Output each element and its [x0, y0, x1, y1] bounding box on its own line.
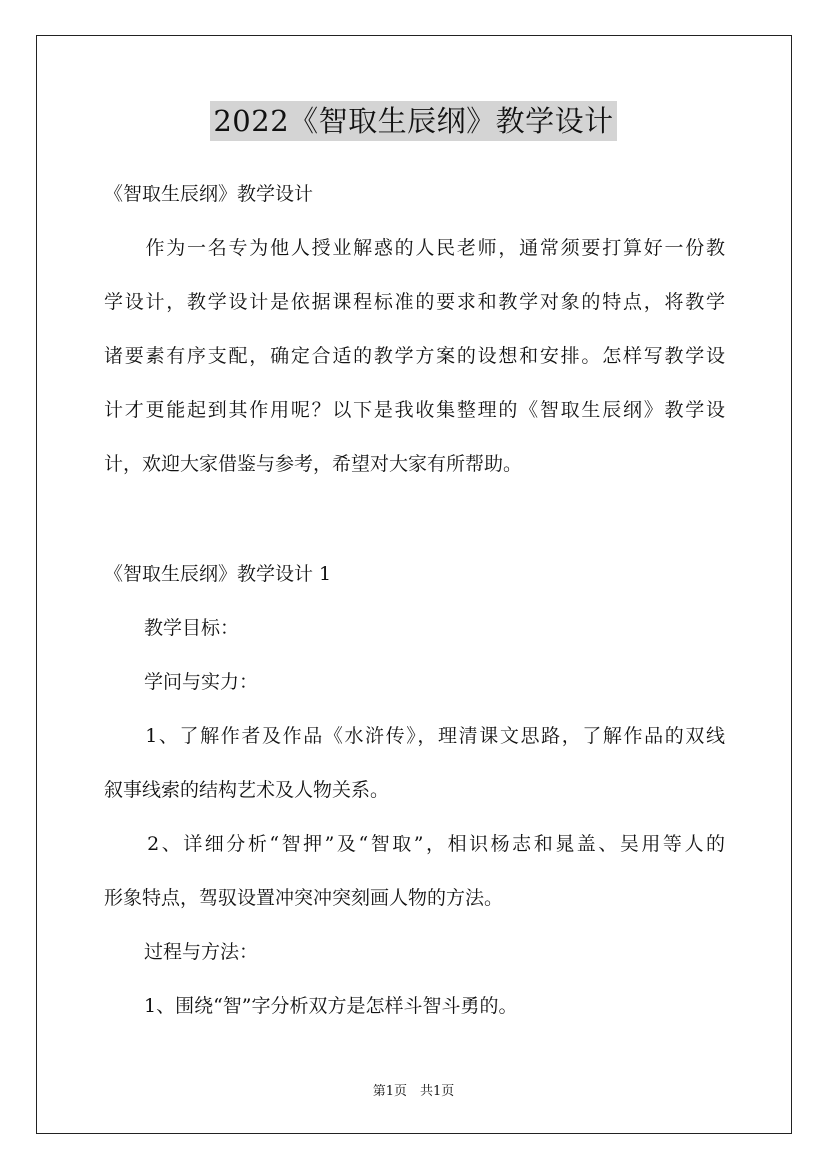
item2-line-2: 形象特点，驾驭设置冲突冲突刻画人物的方法。	[104, 887, 504, 909]
section1-heading: 《智取生辰纲》教学设计 1	[104, 563, 332, 585]
page-footer: 第1页 共1页	[372, 1084, 455, 1099]
knowledge-label: 学问与实力：	[144, 671, 259, 693]
goals-label: 教学目标：	[144, 617, 240, 639]
item1-line-1: 1、了解作者及作品《水浒传》，理清课文思路，了解作品的双线	[104, 725, 725, 747]
intro-line-1: 作为一名专为他人授业解惑的人民老师，通常须要打算好一份教	[104, 237, 725, 259]
intro-line-5: 计，欢迎大家借鉴与参考，希望对大家有所帮助。	[104, 453, 523, 475]
process-item-1: 1、围绕“智”字分析双方是怎样斗智斗勇的。	[144, 995, 518, 1017]
item2-line-1: 2、详细分析“智押”及“智取”，相识杨志和晁盖、吴用等人的	[104, 833, 725, 855]
intro-line-4: 计才更能起到其作用呢？以下是我收集整理的《智取生辰纲》教学设	[104, 399, 725, 421]
subheading: 《智取生辰纲》教学设计	[104, 183, 314, 205]
intro-line-2: 学设计，教学设计是依据课程标准的要求和教学对象的特点，将教学	[104, 291, 725, 313]
item1-line-2: 叙事线索的结构艺术及人物关系。	[104, 779, 390, 801]
intro-line-3: 诸要素有序支配，确定合适的教学方案的设想和安排。怎样写教学设	[104, 345, 725, 367]
process-label: 过程与方法：	[144, 941, 259, 963]
document-title: 2022《智取生辰纲》教学设计	[210, 101, 616, 141]
title-wrap	[0, 101, 827, 141]
